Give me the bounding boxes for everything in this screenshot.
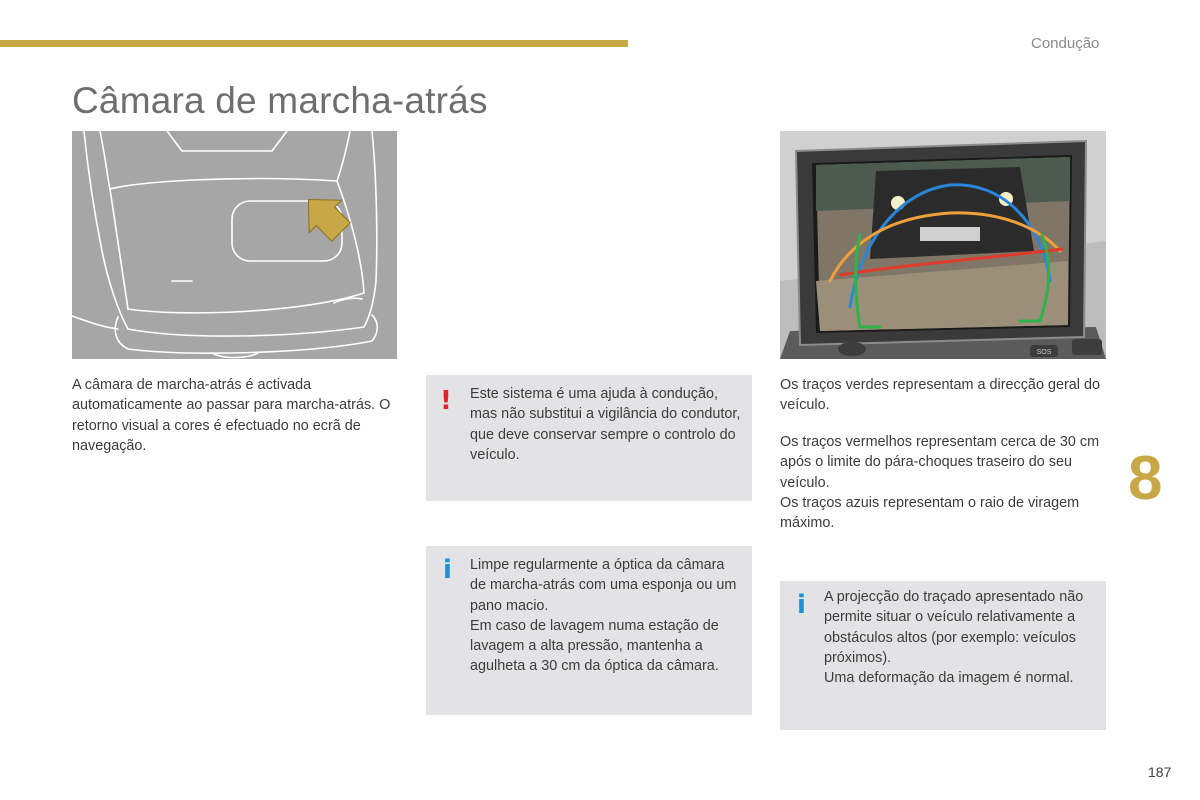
- projection-info-box: [780, 581, 1106, 730]
- guide-lines-green-paragraph: Os traços verdes representam a direcção geral do veículo.: [780, 377, 1100, 414]
- exclamation-icon: !: [440, 386, 452, 416]
- chapter-number: 8: [1128, 444, 1163, 513]
- section-name: Condução: [1031, 35, 1100, 52]
- info-icon: i: [443, 555, 452, 585]
- header-gold-rule: [0, 40, 628, 47]
- intro-paragraph: A câmara de marcha-atrás é activada automaticamente ao passar para marcha-atrás. O retorno visual a cores é efectuado no ecrã de navegação.: [72, 377, 391, 454]
- cleaning-info-box: [426, 546, 752, 715]
- projection-info-text: A projecção do traçado apresentado não permite situar o veículo relativamente a obstáculos altos (por exemplo: veículos próximos). Uma deformação da imagem é normal.: [824, 589, 1084, 687]
- guide-lines-red-blue-paragraph: Os traços vermelhos representam cerca de 30 cm após o limite do pára-choques traseiro do seu veículo. Os traços azuis representam o raio de viragem máximo.: [780, 434, 1100, 532]
- page-number: 187: [1148, 764, 1172, 780]
- warning-text: Este sistema é uma ajuda à condução, mas não substitui a vigilância do condutor, que deve conservar sempre o controlo do veículo.: [470, 386, 741, 463]
- sos-button-label: SOS: [1036, 349, 1052, 356]
- warning-box: [426, 375, 752, 501]
- page-title: Câmara de marcha-atrás: [72, 80, 488, 121]
- tailgate-illustration: [72, 131, 397, 359]
- navigation-screen-illustration: [780, 131, 1106, 359]
- cleaning-info-text: Limpe regularmente a óptica da câmara de marcha-atrás com uma esponja ou um pano macio. Em caso de lavagem numa estação de lavagem a alta pressão, mantenha a agulheta a 30 cm da óptica da câmara.: [470, 557, 737, 675]
- info-icon: i: [797, 590, 806, 620]
